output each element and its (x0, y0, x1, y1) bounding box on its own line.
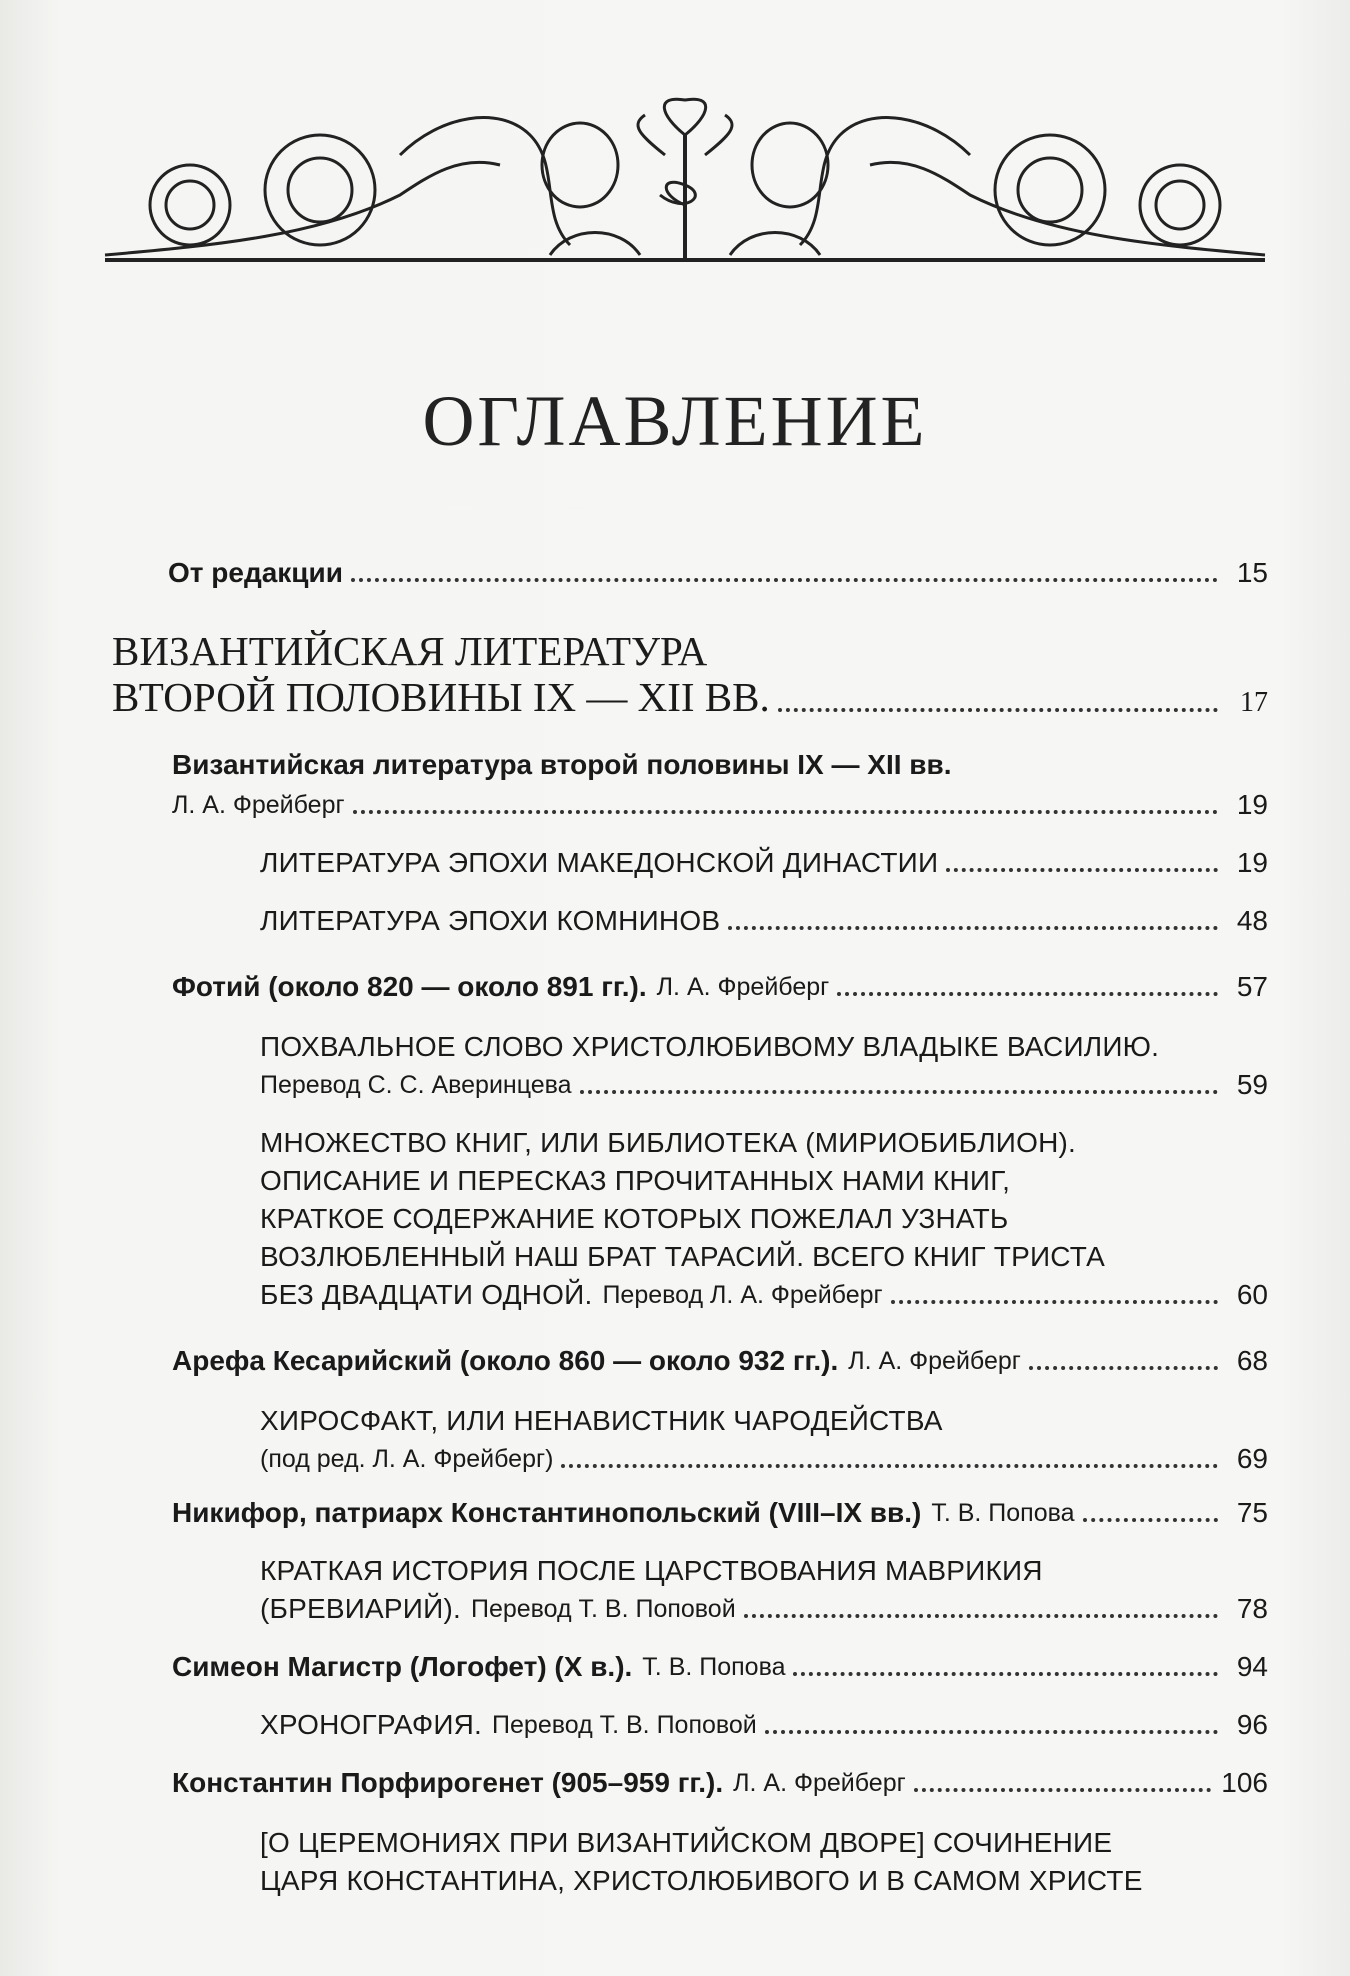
page-title: ОГЛАВЛЕНИЕ (422, 381, 928, 461)
dot-leader (728, 926, 1218, 930)
toc-entry-photius[interactable] (172, 970, 1268, 1004)
page-number: 75 (1236, 1497, 1268, 1528)
entry-author: Л. А. Фрейберг (172, 791, 345, 819)
toc-entry-symeon-magister[interactable] (172, 1650, 1268, 1684)
entry-title-line1: КРАТКАЯ ИСТОРИЯ ПОСЛЕ ЦАРСТВОВАНИЯ МАВРИКИЯ (260, 1555, 1043, 1586)
entry-title-line1[interactable]: [О ЦЕРЕМОНИЯХ ПРИ ВИЗАНТИЙСКОМ ДВОРЕ] СОЧИНЕНИЕ (260, 1827, 1113, 1858)
dot-leader (744, 1614, 1218, 1618)
toc-entry-byzantine-literature-survey[interactable] (172, 788, 1268, 822)
entry-author: Т. В. Попова (931, 1499, 1075, 1527)
page-number: 59 (1236, 1069, 1268, 1100)
entry-title: Константин Порфирогенет (905–959 гг.). (172, 1767, 724, 1798)
toc-entry-myriobiblon[interactable] (260, 1278, 1268, 1312)
entry-title: ХИРОСФАКТ, ИЛИ НЕНАВИСТНИК ЧАРОДЕЙСТВА (260, 1405, 943, 1436)
dot-leader (778, 708, 1218, 712)
section-heading-line2: ВТОРОЙ ПОЛОВИНЫ IX — XII ВВ. (112, 674, 770, 720)
entry-title-line2: (БРЕВИАРИЙ). (260, 1593, 461, 1624)
entry-author: Т. В. Попова (642, 1653, 786, 1681)
page-number: 19 (1236, 847, 1268, 878)
entry-title: ЛИТЕРАТУРА ЭПОХИ МАКЕДОНСКОЙ ДИНАСТИИ (260, 847, 939, 878)
entry-translator: Перевод Т. В. Поповой (492, 1711, 757, 1739)
page-number: 69 (1236, 1443, 1268, 1474)
dot-leader (351, 578, 1218, 582)
entry-translator: Перевод Л. А. Фрейберг (602, 1281, 883, 1309)
toc-entry-encomium-basil[interactable] (260, 1068, 1268, 1102)
dot-leader (765, 1730, 1218, 1734)
entry-title: Византийская литература второй половины IX — XII вв. (172, 749, 952, 780)
dot-leader (793, 1672, 1218, 1676)
entry-translator: Перевод Т. В. Поповой (470, 1595, 736, 1623)
dot-leader (1029, 1366, 1218, 1370)
page-number: 96 (1236, 1709, 1268, 1740)
dot-leader (353, 810, 1218, 814)
entry-title: Симеон Магистр (Логофет) (X в.). (172, 1651, 633, 1682)
entry-author: Л. А. Фрейберг (656, 973, 830, 1001)
entry-title-line5: БЕЗ ДВАДЦАТИ ОДНОЙ. (260, 1279, 593, 1310)
dot-leader (561, 1464, 1218, 1468)
entry-author: Л. А. Фрейберг (733, 1769, 906, 1797)
toc-entry-komnenos[interactable] (260, 904, 1268, 938)
entry-title-line1: МНОЖЕСТВО КНИГ, ИЛИ БИБЛИОТЕКА (МИРИОБИБЛИОН). (260, 1127, 1077, 1158)
page-number: 78 (1236, 1593, 1268, 1624)
page-number: 19 (1236, 789, 1268, 820)
dot-leader (1083, 1518, 1218, 1522)
page-number: 94 (1236, 1651, 1268, 1682)
page-number: 57 (1236, 971, 1268, 1002)
entry-translator: Перевод С. С. Аверинцева (260, 1071, 572, 1099)
entry-title: Арефа Кесарийский (около 860 — около 932 гг.). (172, 1345, 839, 1376)
entry-editor: (под ред. Л. А. Фрейберг) (260, 1445, 554, 1473)
toc-entry-constantine-porphyrogenitus[interactable] (172, 1766, 1268, 1800)
page-number: 48 (1236, 905, 1268, 936)
toc-entry-chronography[interactable] (260, 1708, 1268, 1742)
entry-title: ПОХВАЛЬНОЕ СЛОВО ХРИСТОЛЮБИВОМУ ВЛАДЫКЕ ВАСИЛИЮ. (260, 1031, 1160, 1062)
entry-title: От редакции (168, 557, 343, 588)
toc-entry-nikephoros[interactable] (172, 1496, 1268, 1530)
page-number: 15 (1236, 557, 1268, 588)
toc-entry-arethas[interactable] (172, 1344, 1268, 1378)
entry-title: Фотий (около 820 — около 891 гг.). (172, 971, 647, 1002)
entry-title: ХРОНОГРАФИЯ. (260, 1709, 483, 1740)
dot-leader (946, 868, 1218, 872)
entry-title: ЛИТЕРАТУРА ЭПОХИ КОМНИНОВ (260, 905, 721, 936)
entry-author: Л. А. Фрейберг (848, 1347, 1021, 1375)
page-number: 106 (1221, 1767, 1268, 1798)
dot-leader (914, 1788, 1212, 1792)
toc-entry-breviarium[interactable] (260, 1592, 1268, 1626)
dot-leader (837, 992, 1218, 996)
toc-entry-from-editors[interactable] (168, 556, 1268, 590)
section-heading-line1: ВИЗАНТИЙСКАЯ ЛИТЕРАТУРА (112, 628, 708, 674)
entry-title-line4: ВОЗЛЮБЛЕННЫЙ НАШ БРАТ ТАРАСИЙ. ВСЕГО КНИГ ТРИСТА (260, 1241, 1106, 1272)
entry-title: Никифор, патриарх Константинопольский (VIII–IX вв.) (172, 1497, 922, 1528)
entry-title-line2: ОПИСАНИЕ И ПЕРЕСКАЗ ПРОЧИТАННЫХ НАМИ КНИГ, (260, 1165, 1011, 1196)
page-number: 17 (1240, 687, 1268, 718)
toc-entry-macedonian-dynasty[interactable] (260, 846, 1268, 880)
toc-section-byzantine-literature[interactable] (112, 674, 1268, 720)
entry-title-line3: КРАТКОЕ СОДЕРЖАНИЕ КОТОРЫХ ПОЖЕЛАЛ УЗНАТЬ (260, 1203, 1009, 1234)
entry-title-line2[interactable]: ЦАРЯ КОНСТАНТИНА, ХРИСТОЛЮБИВОГО И В САМОМ ХРИСТЕ (260, 1865, 1143, 1896)
toc-entry-chirosphact[interactable] (260, 1442, 1268, 1476)
page-number: 68 (1236, 1345, 1268, 1376)
dot-leader (580, 1090, 1218, 1094)
dot-leader (891, 1300, 1218, 1304)
page-number: 60 (1236, 1279, 1268, 1310)
